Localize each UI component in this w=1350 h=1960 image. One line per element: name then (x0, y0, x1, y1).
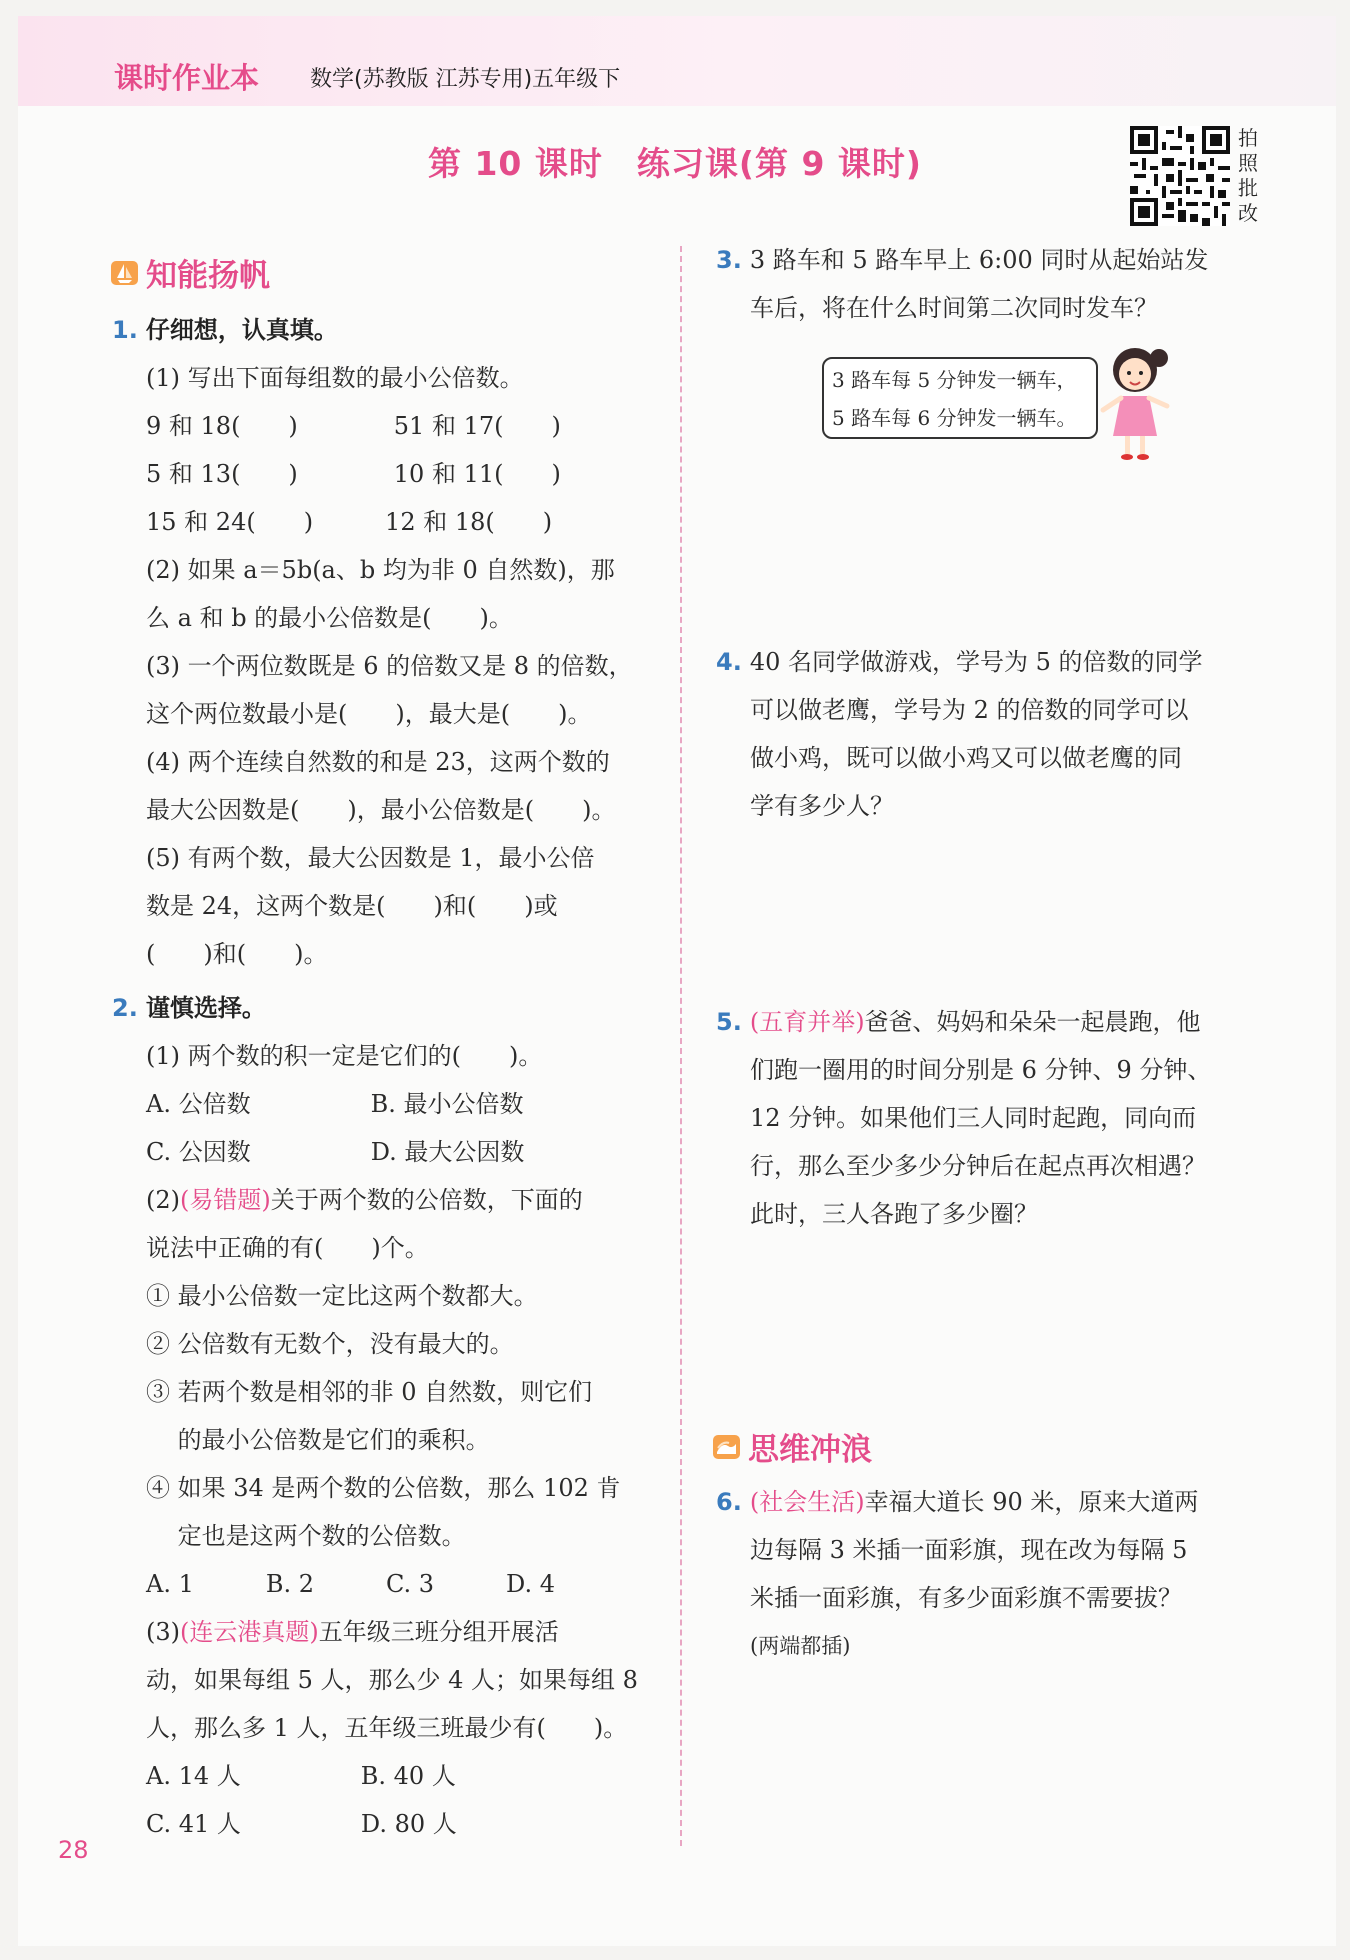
question-line: (1) 两个数的积一定是它们的( )。 (146, 1042, 543, 1070)
statement-line: ③ 若两个数是相邻的非 0 自然数，则它们 (146, 1378, 593, 1406)
question-text: 40 名同学做游戏，学号为 5 的倍数的同学 (749, 648, 1203, 676)
question-6 (716, 1478, 1276, 1670)
statement-line: ④ 如果 34 是两个数的公倍数，那么 102 肯 (146, 1474, 621, 1502)
question-line (112, 1608, 667, 1656)
question-line: 数是 24，这两个数是( )和( )或 (146, 892, 558, 920)
qr-caption-char: 照 (1238, 151, 1258, 175)
question-number: 4. (716, 648, 742, 676)
question-text: 关于两个数的公倍数，下面的 (270, 1186, 583, 1214)
tag-label: (五育并举) (749, 1008, 865, 1036)
statement-line: ① 最小公倍数一定比这两个数都大。 (146, 1282, 538, 1310)
question-number: 2. (112, 994, 138, 1022)
question-text: 3 路车和 5 路车早上 6:00 同时从起始站发 (749, 246, 1209, 274)
question-number: 5. (716, 1008, 742, 1036)
page-number: 28 (58, 1836, 89, 1864)
speech-bubble (822, 357, 1098, 439)
question-number: 6. (716, 1488, 742, 1516)
statement-line: 的最小公倍数是它们的乘积。 (146, 1426, 490, 1454)
statement-line: ② 公倍数有无数个，没有最大的。 (146, 1330, 514, 1358)
question-line: (1) 写出下面每组数的最小公倍数。 (146, 364, 524, 392)
question-line: 5 和 13( ) 10 和 11( ) (146, 460, 561, 488)
question-line: 行，那么至少多少分钟后在起点再次相遇？ (750, 1152, 1206, 1180)
qr-caption-char: 改 (1238, 201, 1258, 225)
tag-label: (易错题) (180, 1186, 271, 1214)
question-line: 说法中正确的有( )个。 (146, 1234, 429, 1262)
question-3 (716, 236, 1276, 332)
question-5 (716, 998, 1276, 1238)
qr-caption (1238, 126, 1264, 226)
tag-label: (连云港真题) (180, 1618, 319, 1646)
wave-icon (712, 1432, 742, 1462)
question-line: (5) 有两个数，最大公因数是 1，最小公倍 (146, 844, 595, 872)
question-line: 车后，将在什么时间第二次同时发车？ (750, 294, 1158, 322)
question-line: 学有多少人？ (750, 792, 894, 820)
question-line: 这个两位数最小是( )，最大是( )。 (146, 700, 592, 728)
brand-title: 课时作业本 (114, 61, 260, 95)
question-line: 12 分钟。如果他们三人同时起跑，同向而 (750, 1104, 1197, 1132)
bubble-line: 3 路车每 5 分钟发一辆车， (832, 368, 1077, 392)
question-4 (716, 638, 1276, 830)
option-line: C. 41 人 D. 80 人 (146, 1810, 457, 1838)
question-1 (112, 306, 667, 978)
question-line: 么 a 和 b 的最小公倍数是( )。 (146, 604, 513, 632)
qr-caption-char: 批 (1238, 176, 1258, 200)
question-heading: 谨慎选择。 (145, 994, 266, 1022)
question-line: 15 和 24( ) 12 和 18( ) (146, 508, 553, 536)
option-line: C. 公因数 D. 最大公因数 (146, 1138, 525, 1166)
option-line: A. 公倍数 B. 最小公倍数 (146, 1090, 524, 1118)
question-note: (两端都插) (750, 1634, 851, 1658)
question-line: 人，那么多 1 人，五年级三班最少有( )。 (146, 1714, 628, 1742)
question-text: 五年级三班分组开展活 (318, 1618, 559, 1646)
subject-line: 数学(苏教版 江苏专用)五年级下 (310, 67, 621, 92)
section-title: 思维冲浪 (748, 1432, 872, 1468)
question-line: 可以做老鹰，学号为 2 的倍数的同学可以 (750, 696, 1189, 724)
question-line: ( )和( )。 (146, 940, 328, 968)
option-line: A. 1 B. 2 C. 3 D. 4 (146, 1570, 555, 1598)
section-heading-left (110, 250, 270, 295)
question-2 (112, 984, 667, 1848)
section-heading-right (712, 1424, 872, 1469)
question-text: 爸爸、妈妈和朵朵一起晨跑，他 (864, 1008, 1201, 1036)
part-label: (3) (146, 1618, 180, 1646)
qr-caption-char: 拍 (1238, 126, 1258, 150)
question-line: (2) 如果 a＝5b(a、b 均为非 0 自然数)，那 (146, 556, 615, 584)
question-line: 边每隔 3 米插一面彩旗，现在改为每隔 5 (750, 1536, 1188, 1564)
bubble-line: 5 路车每 6 分钟发一辆车。 (832, 406, 1077, 430)
qr-code-icon[interactable] (1130, 126, 1230, 226)
statement-line: 定也是这两个数的公倍数。 (146, 1522, 466, 1550)
question-heading: 仔细想，认真填。 (145, 316, 338, 344)
girl-illustration (1095, 340, 1185, 465)
tag-label: (社会生活) (749, 1488, 865, 1516)
question-number: 3. (716, 246, 742, 274)
lesson-title: 第 10 课时 练习课(第 9 课时) (427, 144, 922, 183)
question-line: (3) 一个两位数既是 6 的倍数又是 8 的倍数， (146, 652, 633, 680)
question-line: 米插一面彩旗，有多少面彩旗不需要拔？ (750, 1584, 1182, 1612)
question-line: 动，如果每组 5 人，那么少 4 人；如果每组 8 (146, 1666, 638, 1694)
question-line: 此时，三人各跑了多少圈？ (750, 1200, 1038, 1228)
question-line: 最大公因数是( )，最小公倍数是( )。 (146, 796, 616, 824)
question-line: 做小鸡，既可以做小鸡又可以做老鹰的同 (750, 744, 1182, 772)
column-divider (680, 246, 682, 1846)
question-line: 9 和 18( ) 51 和 17( ) (146, 412, 561, 440)
part-label: (2) (146, 1186, 180, 1214)
option-line: A. 14 人 B. 40 人 (146, 1762, 456, 1790)
question-line: (4) 两个连续自然数的和是 23，这两个数的 (146, 748, 610, 776)
question-text: 幸福大道长 90 米，原来大道两 (864, 1488, 1199, 1516)
sailboat-icon (110, 258, 140, 288)
question-line (112, 1176, 667, 1224)
section-title: 知能扬帆 (146, 258, 270, 294)
question-line: 们跑一圈用的时间分别是 6 分钟、9 分钟、 (750, 1056, 1212, 1084)
question-number: 1. (112, 316, 138, 344)
